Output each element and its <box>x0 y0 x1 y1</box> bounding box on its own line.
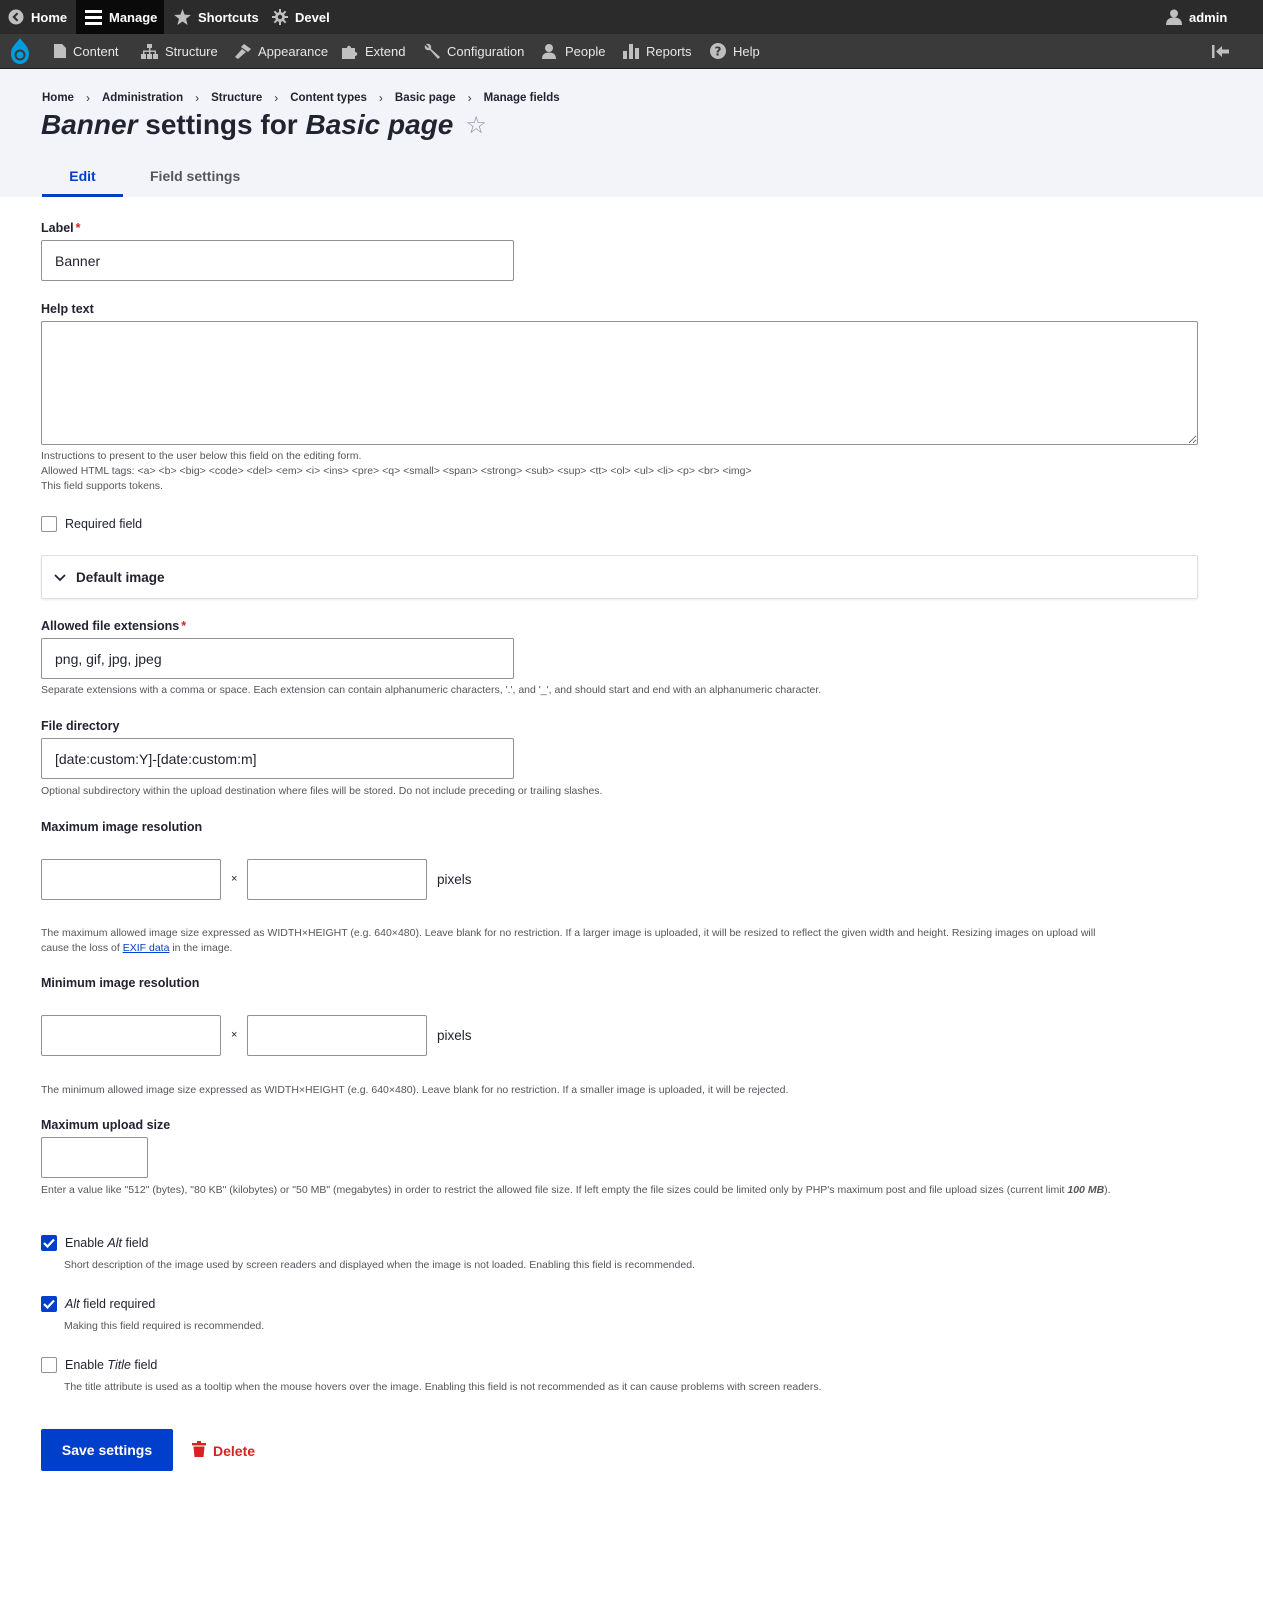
checkmark-icon <box>43 1299 55 1309</box>
max-upload-input[interactable] <box>41 1137 148 1178</box>
breadcrumb-basic-page[interactable]: Basic page <box>394 92 456 104</box>
admin-toolbar-tray <box>0 34 1263 69</box>
max-resolution-label: Maximum image resolution <box>41 820 203 834</box>
min-resolution-description: The minimum allowed image size expressed as WIDTH×HEIGHT (e.g. 640×480). Leave blank for no restriction. If a smaller image is uploaded, it will be rejected. <box>41 1084 789 1096</box>
help-icon <box>710 43 726 59</box>
field-settings-form <box>0 197 1263 1600</box>
enable-alt-label-em: Alt <box>107 1236 123 1250</box>
alt-required-label-post: field required <box>83 1297 156 1311</box>
extensions-input[interactable] <box>41 638 514 679</box>
enable-title-label-em: Title <box>107 1358 131 1372</box>
help-text-desc-line3: This field supports tokens. <box>41 480 163 492</box>
menu-icon <box>85 10 102 25</box>
tray-people[interactable] <box>541 34 605 68</box>
tab-edit[interactable]: Edit <box>42 161 123 197</box>
tray-reports-label: Reports <box>646 43 692 59</box>
max-resolution-unit: pixels <box>437 872 472 887</box>
max-upload-desc-text: Enter a value like "512" (bytes), "80 KB" (kilobytes) or "50 MB" (megabytes) in order to restrict the allowed file size. If left empty the file sizes could be limited only by PHP's maximum post and file upload sizes (current limit <box>41 1184 1065 1196</box>
document-icon <box>54 44 66 58</box>
alt-required-label <box>65 1297 155 1311</box>
page-title-field: Banner <box>41 109 138 140</box>
min-resolution-label: Minimum image resolution <box>41 976 200 990</box>
back-arrow-icon <box>8 9 24 25</box>
default-image-details[interactable] <box>41 555 1198 599</box>
toolbar-manage-label: Manage <box>109 9 158 25</box>
required-field-checkbox[interactable] <box>41 516 57 532</box>
tray-structure[interactable] <box>141 34 218 68</box>
toolbar-manage-tab[interactable] <box>76 0 164 34</box>
label-field-label <box>41 221 81 235</box>
enable-alt-label-post: field <box>125 1236 149 1250</box>
exif-data-link[interactable]: EXIF data <box>122 942 170 954</box>
breadcrumb-separator: › <box>85 91 90 105</box>
wrench-icon <box>424 43 440 59</box>
admin-toolbar <box>0 0 1263 34</box>
star-outline-icon[interactable]: ☆ <box>465 111 487 139</box>
max-upload-description <box>41 1183 1201 1198</box>
extensions-label-text: Allowed file extensions <box>41 619 180 633</box>
people-icon <box>541 44 558 59</box>
breadcrumb-administration[interactable]: Administration <box>101 92 184 104</box>
page-header <box>0 69 1263 197</box>
puzzle-icon <box>342 44 358 59</box>
label-input[interactable] <box>41 240 514 281</box>
enable-alt-description: Short description of the image used by screen readers and displayed when the image is not loaded. Enabling this field is recommended. <box>64 1259 695 1271</box>
toolbar-devel-tab[interactable] <box>272 0 330 34</box>
drupal-logo-icon <box>9 37 31 65</box>
breadcrumb-separator: › <box>467 91 472 105</box>
enable-title-checkbox[interactable] <box>41 1357 57 1373</box>
max-upload-label: Maximum upload size <box>41 1118 171 1132</box>
tray-reports[interactable] <box>623 34 692 68</box>
max-resolution-height-input[interactable] <box>247 859 427 900</box>
enable-title-label-post: field <box>134 1358 158 1372</box>
max-resolution-desc-2b: in the image. <box>172 942 233 954</box>
max-upload-limit-unit: MB <box>1087 1184 1105 1196</box>
checkmark-icon <box>43 1238 55 1248</box>
tray-extend-label: Extend <box>365 43 406 59</box>
help-text-label: Help text <box>41 302 94 316</box>
drupal-logo[interactable] <box>9 34 31 68</box>
user-icon <box>1166 9 1182 25</box>
directory-description: Optional subdirectory within the upload destination where files will be stored. Do not include preceding or trailing slashes. <box>41 785 603 797</box>
chevron-down-icon <box>54 570 66 585</box>
max-resolution-width-input[interactable] <box>41 859 221 900</box>
tab-field-settings[interactable]: Field settings <box>150 168 241 184</box>
breadcrumb-separator: › <box>274 91 279 105</box>
min-resolution-height-input[interactable] <box>247 1015 427 1056</box>
default-image-summary[interactable] <box>42 556 1197 598</box>
alt-required-checkbox[interactable] <box>41 1296 57 1312</box>
enable-alt-checkbox[interactable] <box>41 1235 57 1251</box>
help-text-desc-line2: Allowed HTML tags: <a> <b> <big> <code> <del> <em> <i> <ins> <pre> <q> <small> <span> <strong> <sub> <sup> <tt> <ol> <ul> <li> <p> <br> <img> <box>41 465 752 477</box>
required-field-row <box>41 516 142 532</box>
page-title-middle: settings for <box>145 109 298 140</box>
star-icon <box>174 9 191 25</box>
required-marker: * <box>75 221 81 235</box>
paintbrush-icon <box>234 44 251 59</box>
tray-content[interactable] <box>54 34 119 68</box>
tray-configuration-label: Configuration <box>447 43 525 59</box>
toolbar-home-link[interactable] <box>8 0 67 34</box>
default-image-label: Default image <box>76 569 165 585</box>
breadcrumb-structure[interactable]: Structure <box>211 92 263 104</box>
help-text-textarea[interactable] <box>41 321 1198 445</box>
max-resolution-desc-line2 <box>41 941 1201 956</box>
extensions-description: Separate extensions with a comma or space. Each extension can contain alphanumeric characters, '.', and '_', and should start and end with an alphanumeric character. <box>41 684 822 696</box>
directory-input[interactable] <box>41 738 514 779</box>
enable-title-description: The title attribute is used as a tooltip when the mouse hovers over the image. Enabling this field is not recommended as it can cause problems with screen readers. <box>64 1381 822 1393</box>
max-resolution-times: × <box>231 873 238 885</box>
enable-alt-label-pre: Enable <box>65 1236 104 1250</box>
max-resolution-desc-2a: cause the loss of <box>41 942 120 954</box>
tray-people-label: People <box>565 43 606 59</box>
required-field-label: Required field <box>65 517 143 531</box>
alt-required-row <box>41 1296 155 1312</box>
sitemap-icon <box>141 44 158 59</box>
enable-title-row <box>41 1357 157 1373</box>
bar-chart-icon <box>623 44 639 59</box>
toolbar-devel-label: Devel <box>295 9 330 25</box>
help-text-description <box>41 449 1201 494</box>
enable-alt-row <box>41 1235 148 1251</box>
max-upload-limit-number: 100 <box>1067 1184 1085 1196</box>
tray-collapse-toggle[interactable] <box>1212 34 1229 68</box>
breadcrumb-content-types[interactable]: Content types <box>290 92 367 104</box>
max-resolution-desc-line1: The maximum allowed image size expressed as WIDTH×HEIGHT (e.g. 640×480). Leave blank for no restriction. If a larger image is uploaded, it will be resized to reflect the given width and height. Resizing images on upload will <box>41 927 1096 939</box>
tray-help[interactable] <box>710 34 760 68</box>
max-upload-desc-end: ). <box>1104 1184 1111 1196</box>
min-resolution-width-input[interactable] <box>41 1015 221 1056</box>
tray-appearance-label: Appearance <box>258 43 329 59</box>
max-resolution-description <box>41 926 1201 956</box>
svg-text:?: ? <box>714 44 722 59</box>
breadcrumb-manage-fields[interactable]: Manage fields <box>483 92 560 104</box>
delete-link[interactable] <box>192 1441 255 1460</box>
trash-icon <box>192 1441 206 1460</box>
breadcrumb-separator: › <box>195 91 200 105</box>
toolbar-user-tab[interactable] <box>1166 0 1227 34</box>
enable-title-label-pre: Enable <box>65 1358 104 1372</box>
min-resolution-unit: pixels <box>437 1028 472 1043</box>
breadcrumb-home[interactable]: Home <box>42 92 74 104</box>
toolbar-user-label: admin <box>1189 9 1228 25</box>
label-field-label-text: Label <box>41 221 74 235</box>
directory-label: File directory <box>41 719 120 733</box>
tray-extend[interactable] <box>342 34 405 68</box>
alt-required-description: Making this field required is recommended. <box>64 1320 265 1332</box>
tray-help-label: Help <box>733 43 760 59</box>
breadcrumb-separator: › <box>378 91 383 105</box>
tray-appearance[interactable] <box>234 34 328 68</box>
enable-alt-label <box>65 1236 148 1250</box>
save-settings-button[interactable]: Save settings <box>41 1429 173 1471</box>
toolbar-shortcuts-tab[interactable] <box>174 0 259 34</box>
toolbar-shortcuts-label: Shortcuts <box>198 9 259 25</box>
collapse-arrow-icon <box>1212 45 1229 58</box>
extensions-label <box>41 619 186 633</box>
toolbar-home-label: Home <box>31 9 68 25</box>
tray-content-label: Content <box>73 43 119 59</box>
breadcrumb <box>42 91 560 105</box>
tray-configuration[interactable] <box>424 34 524 68</box>
page-title-bundle: Basic page <box>305 109 454 140</box>
enable-title-label <box>65 1358 157 1372</box>
min-resolution-times: × <box>231 1029 238 1041</box>
gear-icon <box>272 9 288 25</box>
required-marker: * <box>181 619 187 633</box>
tray-structure-label: Structure <box>165 43 218 59</box>
help-text-desc-line1: Instructions to present to the user below this field on the editing form. <box>41 450 362 462</box>
alt-required-label-em: Alt <box>65 1297 80 1311</box>
delete-label: Delete <box>213 1442 256 1459</box>
page-title <box>41 109 487 141</box>
